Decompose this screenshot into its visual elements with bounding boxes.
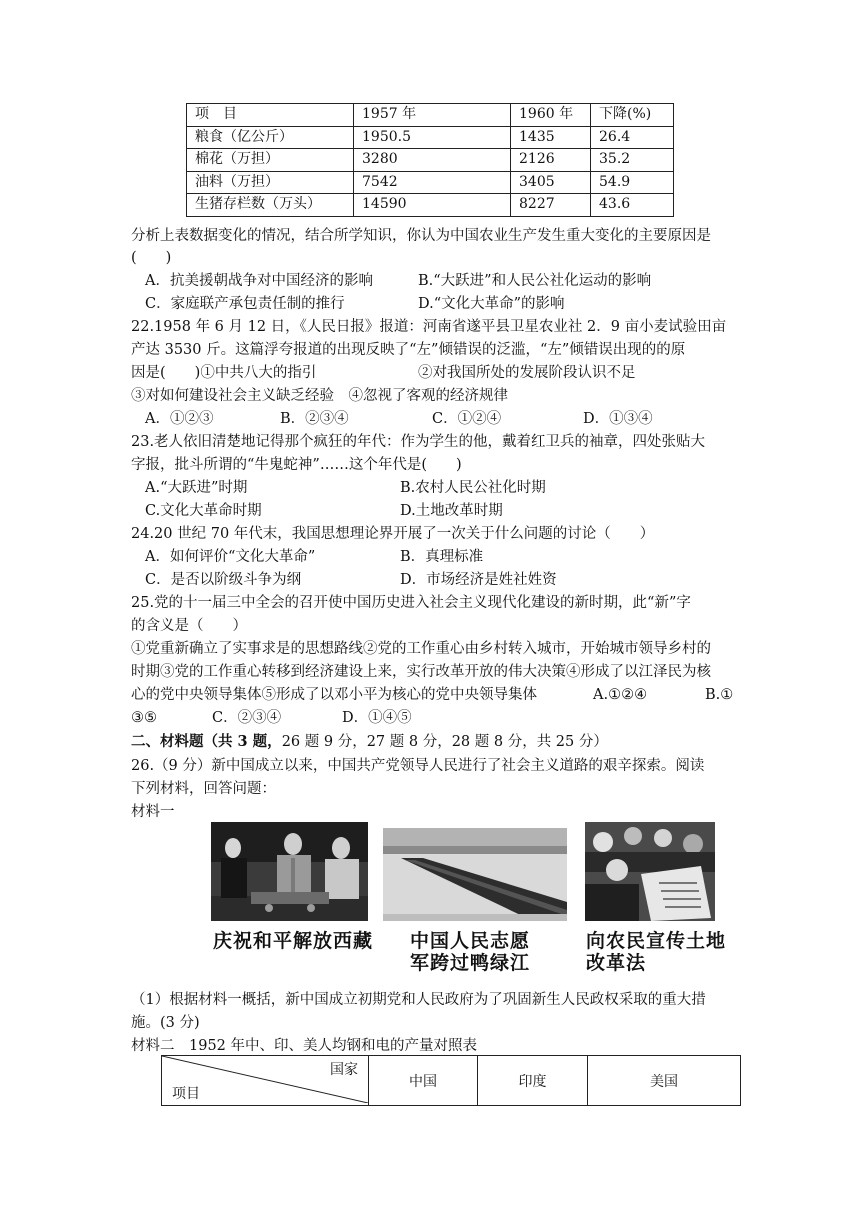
photo-yalu-river-crossing [383,828,567,921]
q24-option-c: C．是否以阶级斗争为纲 [145,572,302,588]
table-header: 美国 [588,1056,741,1106]
q26-sub1-line2: 施。(3 分) [131,1015,200,1031]
caption-yalu-line1: 中国人民志愿 [410,930,531,952]
q25-stem-5: 心的党中央领导集体⑤形成了以邓小平为核心的党中央领导集体 [131,687,537,703]
q21-option-a: A．抗美援朝战争对中国经济的影响 [145,273,373,289]
table-cell: 54.9 [591,171,674,194]
q21-option-b: B.“大跃进”和人民公社化运动的影响 [418,273,652,289]
q21-option-c: C．家庭联产承包责任制的推行 [145,296,345,312]
photo-land-reform-image [585,822,715,921]
q22-stem-3: 因是( )①中共八大的指引 [131,365,317,381]
table-row [187,194,674,217]
q26-sub1-line1: （1）根据材料一概括，新中国成立初期党和人民政府为了巩固新生人民政权采取的重大措 [131,992,706,1008]
photo-tibet-image [211,822,368,921]
q23-option-a: A.“大跃进”时期 [145,480,248,496]
corner-label-item: 项目 [172,1086,200,1102]
q21-paren: ( ) [131,250,172,266]
q22-stem-2: 产达 3530 斤。这篇浮夸报道的出现反映了“左”倾错误的泛滥，“左”倾错误出现的的原 [131,342,686,358]
q23-stem-2: 字报，批斗所谓的“牛鬼蛇神”……这个年代是( ) [131,457,462,473]
table-cell: 棉花（万担） [187,149,354,172]
table-header-row [187,104,674,127]
q26-stem-2: 下列材料，回答问题： [131,781,276,797]
q22-stem-3b: ②对我国所处的发展阶段认识不足 [418,365,636,381]
table-cell: 1435 [511,126,591,149]
table-header: 中国 [369,1056,478,1106]
table-cell: 2126 [511,149,591,172]
table-header: 印度 [478,1056,588,1106]
caption-tibet: 庆祝和平解放西藏 [213,930,374,952]
table-header: 下降(%) [591,104,674,127]
caption-land-reform-line1: 向农民宣传土地 [586,930,727,952]
table-cell: 35.2 [591,149,674,172]
photo-tibet-celebration [211,822,368,921]
q24-option-b: B．真理标准 [400,549,484,565]
q25-option-d: D．①④⑤ [342,710,412,726]
q22-option-d: D．①③④ [583,411,653,427]
table-corner-cell [162,1056,369,1106]
q23-option-b: B.农村人民公社化时期 [400,480,546,496]
table-header: 1957 年 [354,104,511,127]
material-one-label: 材料一 [131,804,175,820]
table-header: 项 目 [187,104,354,127]
q25-stem-1: 25.党的十一届三中全会的召开使中国历史进入社会主义现代化建设的新时期，此“新”字 [131,595,691,611]
q25-stem-3: ①党重新确立了实事求是的思想路线②党的工作重心由乡村转入城市，开始城市领导乡村的 [131,641,711,657]
table-row [187,126,674,149]
material-two-label: 材料二 1952 年中、印、美人均钢和电的产量对照表 [131,1038,478,1054]
q22-stem-4: ③对如何建设社会主义缺乏经验 ④忽视了客观的经济规律 [131,388,508,404]
q24-option-d: D．市场经济是姓社姓资 [400,572,557,588]
q24-stem: 24.20 世纪 70 年代末，我国思想理论界开展了一次关于什么问题的讨论（ ） [131,526,655,542]
q25-option-a: A.①②④ [593,687,648,703]
q26-stem-1: 26.（9 分）新中国成立以来，中国共产党领导人民进行了社会主义道路的艰辛探索。阅读 [131,758,705,774]
table-cell: 3280 [354,149,511,172]
q24-option-a: A．如何评价“文化大革命” [145,549,316,565]
q23-option-d: D.土地改革时期 [400,503,503,519]
q25-option-c: C．②③④ [212,710,282,726]
table-header-row [162,1056,741,1106]
section-heading [131,731,608,753]
q23-stem-1: 23.老人依旧清楚地记得那个疯狂的年代：作为学生的他，戴着红卫兵的袖章，四处张贴大 [131,434,706,450]
q21-stem: 分析上表数据变化的情况，结合所学知识，你认为中国农业生产发生重大变化的主要原因是 [131,228,711,244]
table-cell: 3405 [511,171,591,194]
table-header: 1960 年 [511,104,591,127]
steel-electricity-table [161,1055,741,1106]
section-detail: 26 题 9 分，27 题 8 分，28 题 8 分，共 25 分） [281,734,608,750]
q25-option-b-end: ③⑤ [131,710,157,726]
q22-option-c: C．①②④ [432,411,502,427]
caption-land-reform-line2: 改革法 [586,952,647,974]
section-title: 二、材料题（共 3 题， [131,733,282,750]
table-cell: 43.6 [591,194,674,217]
table-cell: 1950.5 [354,126,511,149]
table-cell: 油料（万担） [187,171,354,194]
q25-stem-2: 的含义是（ ） [131,618,247,634]
agriculture-table [186,103,674,217]
q25-stem-4: 时期③党的工作重心转移到经济建设上来，实行改革开放的伟大决策④形成了以江泽民为核 [131,664,711,680]
q23-option-c: C.文化大革命时期 [145,503,262,519]
table-cell: 7542 [354,171,511,194]
table-cell: 生猪存栏数（万头） [187,194,354,217]
table-cell: 粮食（亿公斤） [187,126,354,149]
q22-option-b: B．②③④ [280,411,349,427]
q22-stem-1: 22.1958 年 6 月 12 日，《人民日报》报道：河南省遂平县卫星农业社 2．9 亩小麦试验田亩 [131,319,727,335]
table-row [187,171,674,194]
table-cell: 14590 [354,194,511,217]
table-cell: 26.4 [591,126,674,149]
table-cell: 8227 [511,194,591,217]
q25-option-b-start: B.① [705,687,734,703]
photo-land-reform [585,822,715,921]
photo-yalu-image [383,828,567,921]
q22-option-a: A．①②③ [145,411,214,427]
table-row [187,149,674,172]
corner-label-country: 国家 [330,1062,358,1078]
caption-yalu-line2: 军跨过鸭绿江 [410,952,531,974]
q21-option-d: D.“文化大革命”的影响 [418,296,565,312]
